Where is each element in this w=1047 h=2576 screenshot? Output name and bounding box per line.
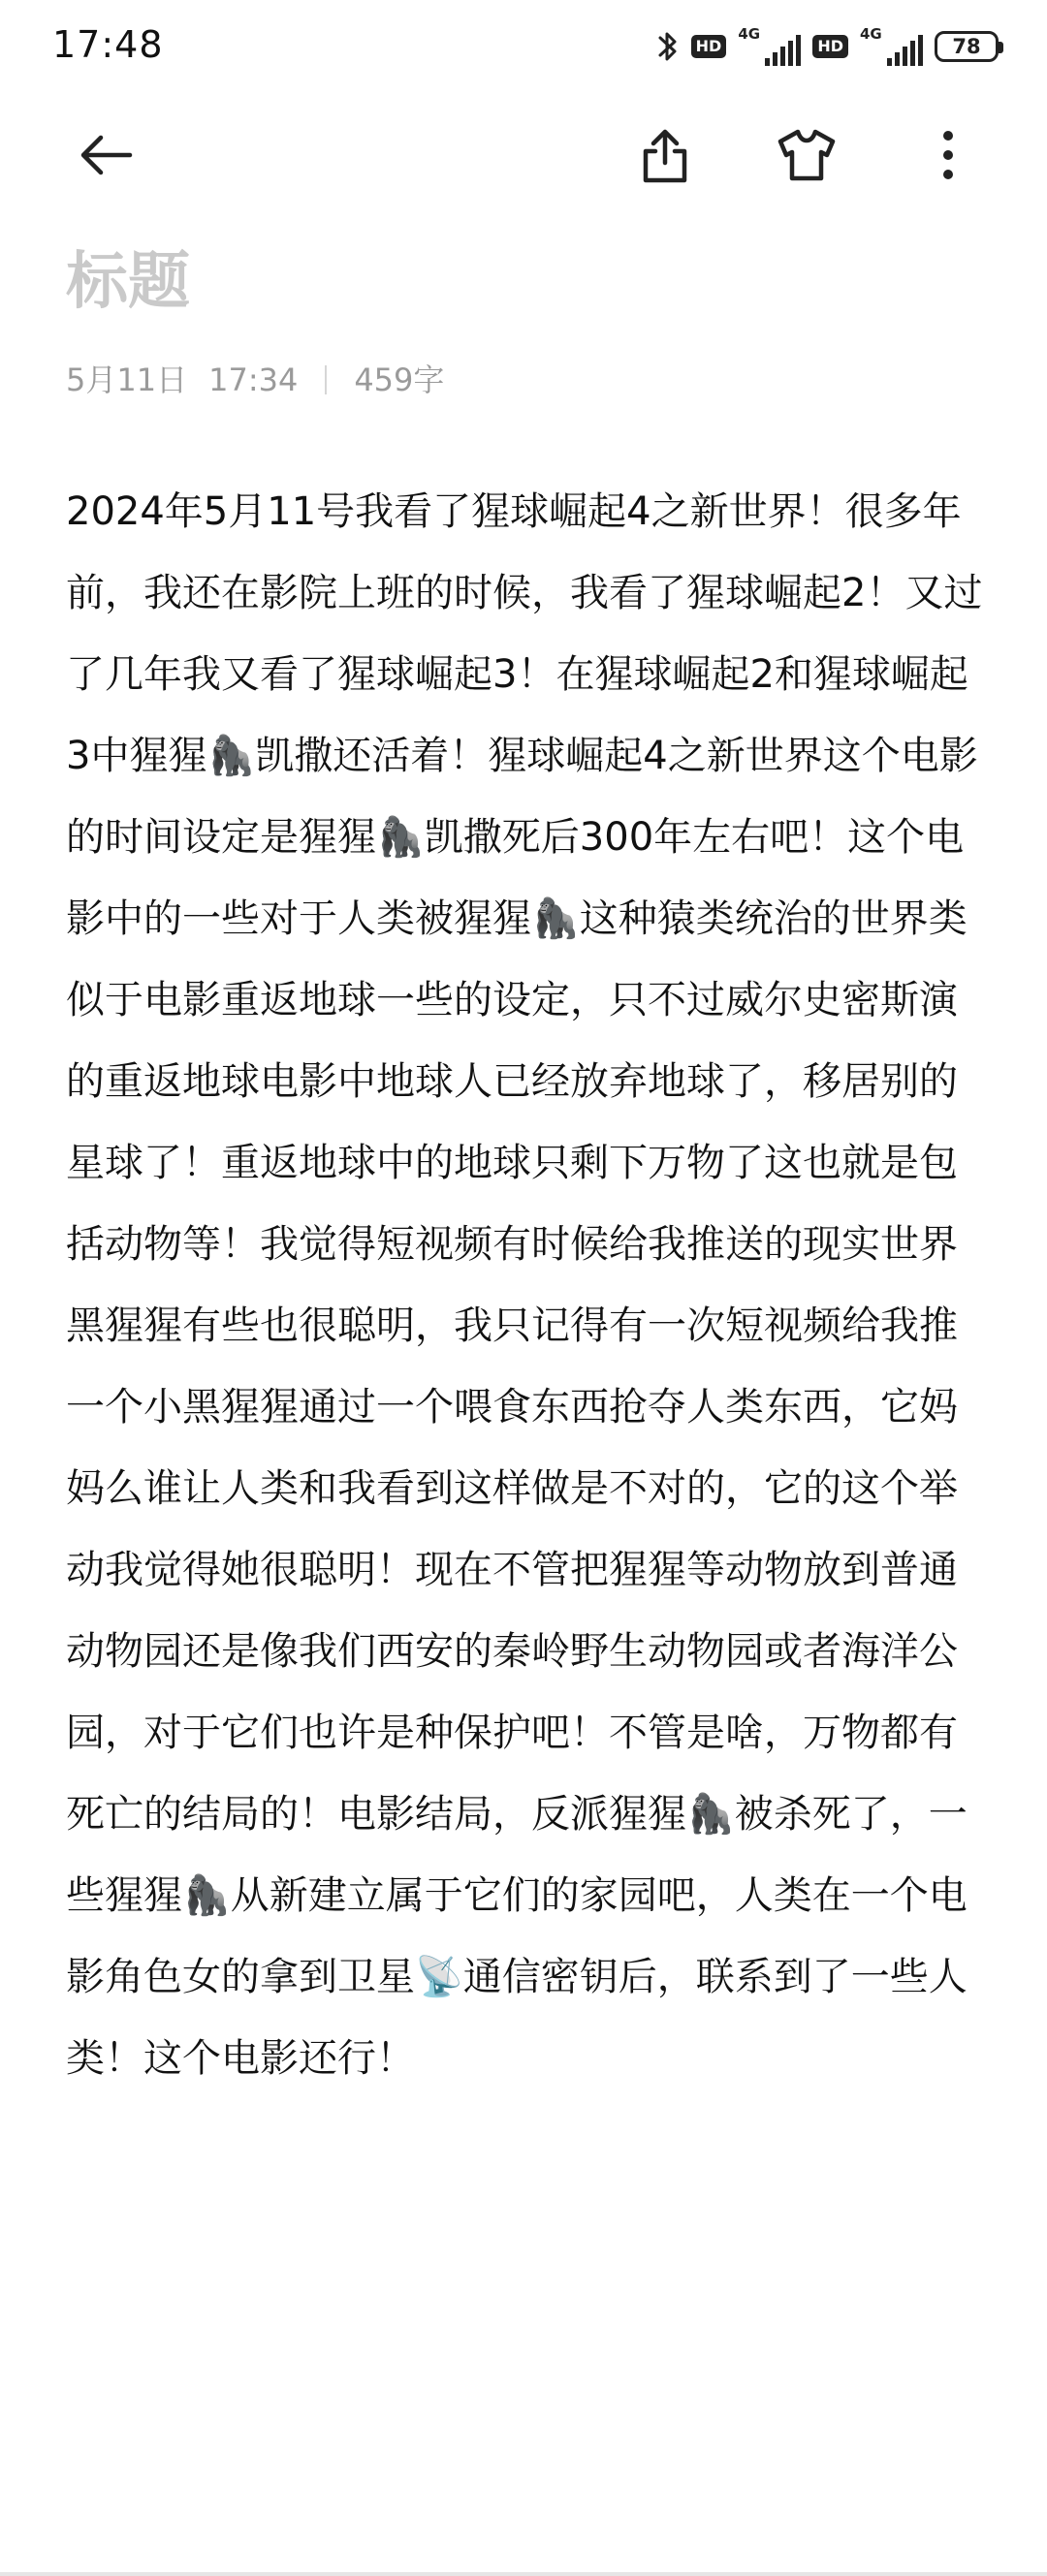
shirt-theme-icon [775,124,839,186]
status-icons [656,25,999,68]
more-vertical-icon [938,126,958,184]
hd-badge: HD [691,35,727,58]
theme-button[interactable] [758,107,855,204]
signal-icon [738,27,801,66]
battery-level: 78 [952,35,981,58]
network-type-label: 4G [860,25,882,43]
share-icon [636,124,694,186]
more-options-button[interactable] [900,107,997,204]
share-button[interactable] [617,107,714,204]
bottom-edge [0,2572,1047,2576]
note-time: 17:34 [208,361,299,398]
status-bar [0,0,1047,97]
note-title-input[interactable]: 标题 [66,246,190,318]
bluetooth-icon [656,27,680,66]
note-date: 5月11日 [66,361,188,398]
hd-badge: HD [812,35,848,58]
network-type-label: 4G [738,25,761,43]
battery-icon [935,31,999,62]
back-button[interactable] [58,107,155,204]
meta-divider [325,365,327,394]
back-arrow-icon [76,124,138,186]
status-time: 17:48 [52,23,164,66]
word-count: 459字 [354,361,445,398]
note-toolbar [0,107,1047,204]
signal-icon [860,27,923,66]
note-body-text[interactable]: 2024年5月11号我看了猩球崛起4之新世界！很多年前，我还在影院上班的时候，我看了猩球崛起2！又过了几年我又看了猩球崛起3！在猩球崛起2和猩球崛起3中猩猩🦍凯撒还活着！猩球崛起4之新世界这个电影的时间设定是猩猩🦍凯撒死后300年左右吧！这个电影中的一些对于人类被猩猩🦍这种猿类统治的世界类似于电影重返地球一些的设定，只不过威尔史密斯演的重返地球电影中地球人已经放弃地球了，移居别的星球了！重返地球中的地球只剩下万物了这也就是包括动物等！我觉得短视频有时候给我推送的现实世界黑猩猩有些也很聪明，我只记得有一次短视频给我推一个小黑猩猩通过一个喂食东西抢夺人类东西，它妈妈么谁让人类和我看到这样做是不对的，它的这个举动我觉得她很聪明！现在不管把猩猩等动物放到普通动物园还是像我们西安的秦岭野生动物园或者海洋公园，对于它们也许是种保护吧！不管是啥，万物都有死亡的结局的！电影结局，反派猩猩🦍被杀死了，一些猩猩🦍从新建立属于它们的家园吧，人类在一个电影角色女的拿到卫星📡通信密钥后，联系到了一些人类！这个电影还行！ [66,489,983,2081]
note-meta [66,359,444,401]
